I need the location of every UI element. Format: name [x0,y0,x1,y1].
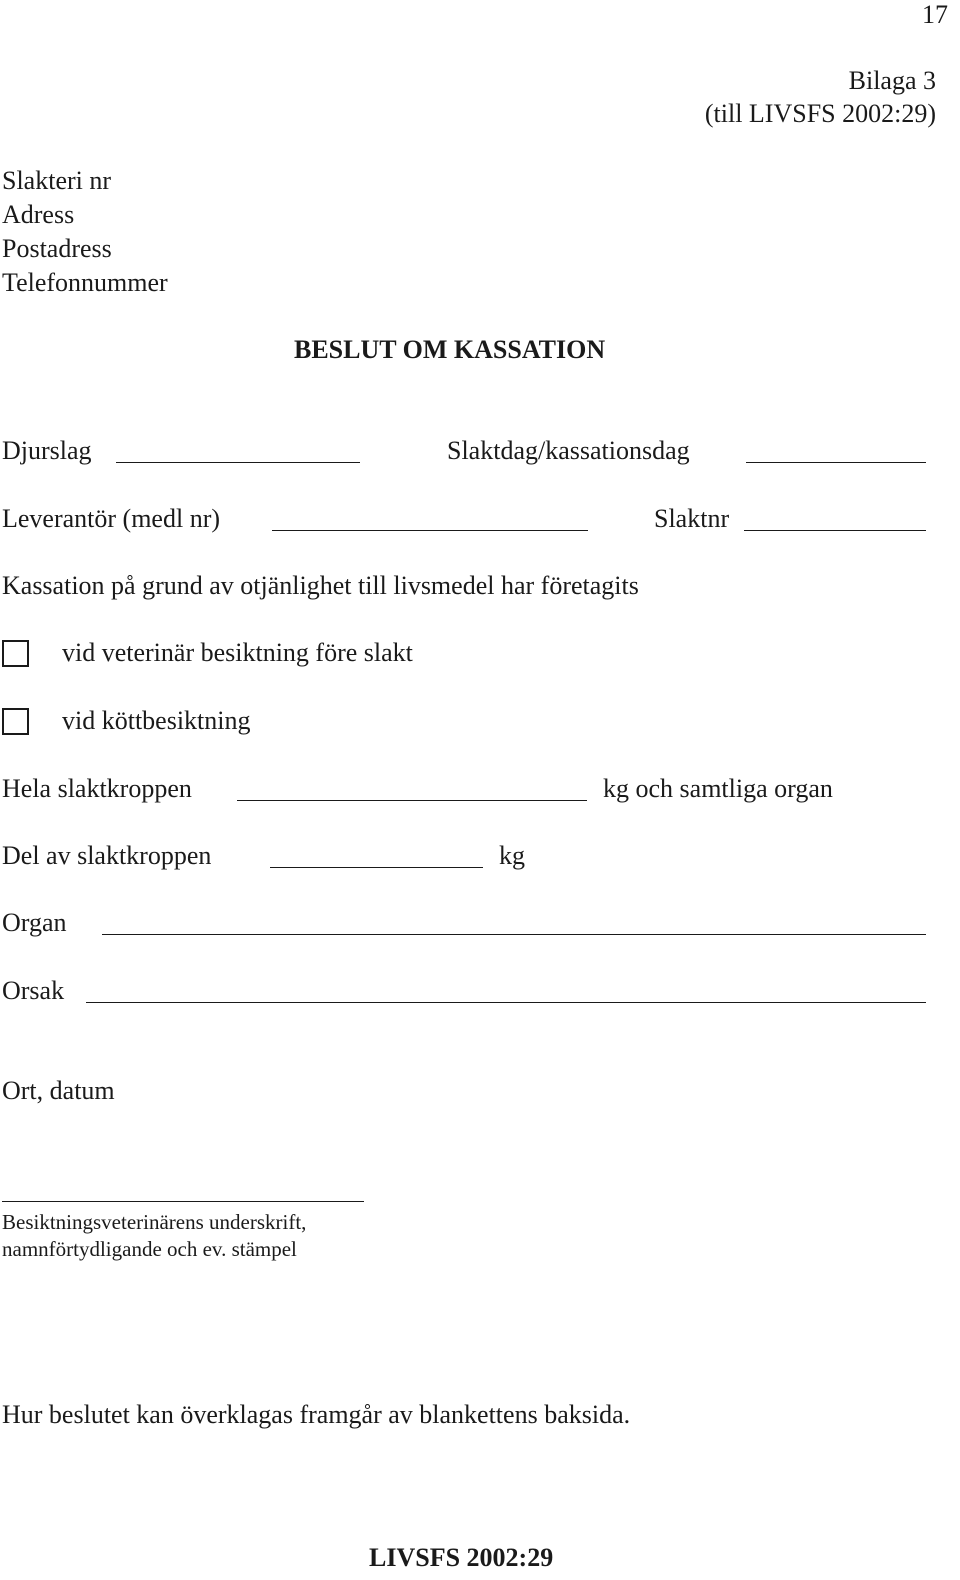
appendix-reference: (till LIVSFS 2002:29) [704,99,936,128]
whole-carcass-label: Hela slaktkroppen [2,774,192,803]
supplier-label: Leverantör (medl nr) [2,504,221,533]
part-carcass-weight-field[interactable] [270,867,483,868]
part-carcass-suffix: kg [499,841,525,870]
meat-inspection-checkbox[interactable] [2,708,29,735]
signature-caption-line1: Besiktningsveterinärens underskrift, [2,1210,307,1234]
address-label: Adress [2,200,75,229]
slaughter-date-field[interactable] [746,462,926,463]
part-carcass-label: Del av slaktkroppen [2,841,212,870]
appeal-note: Hur beslutet kan överklagas framgår av blankettens baksida. [2,1400,631,1429]
species-field[interactable] [116,462,360,463]
signature-line[interactable] [2,1201,364,1202]
slaughter-number-label: Slaktnr [654,504,730,533]
appendix-label: Bilaga 3 [848,66,936,95]
species-label: Djurslag [2,436,92,465]
reason-field[interactable] [86,1002,926,1003]
whole-carcass-weight-field[interactable] [237,800,587,801]
form-title: BESLUT OM KASSATION [294,335,606,364]
meat-inspection-label: vid köttbesiktning [62,706,251,735]
whole-carcass-suffix: kg och samtliga organ [603,774,833,803]
before-slaughter-checkbox[interactable] [2,640,29,667]
page-number: 17 [922,0,948,29]
supplier-field[interactable] [272,530,588,531]
phone-number-label: Telefonnummer [2,268,168,297]
footer-reference: LIVSFS 2002:29 [369,1543,554,1572]
before-slaughter-label: vid veterinär besiktning före slakt [62,638,413,667]
organ-field[interactable] [102,934,926,935]
slaughterhouse-number-label: Slakteri nr [2,166,112,195]
organ-label: Organ [2,908,67,937]
discard-intro: Kassation på grund av otjänlighet till livsmedel har företagits [2,571,639,600]
place-date-label: Ort, datum [2,1076,115,1105]
postal-address-label: Postadress [2,234,112,263]
reason-label: Orsak [2,976,65,1005]
slaughter-number-field[interactable] [744,530,926,531]
signature-caption-line2: namnförtydligande och ev. stämpel [2,1237,297,1261]
slaughter-date-label: Slaktdag/kassationsdag [447,436,690,465]
